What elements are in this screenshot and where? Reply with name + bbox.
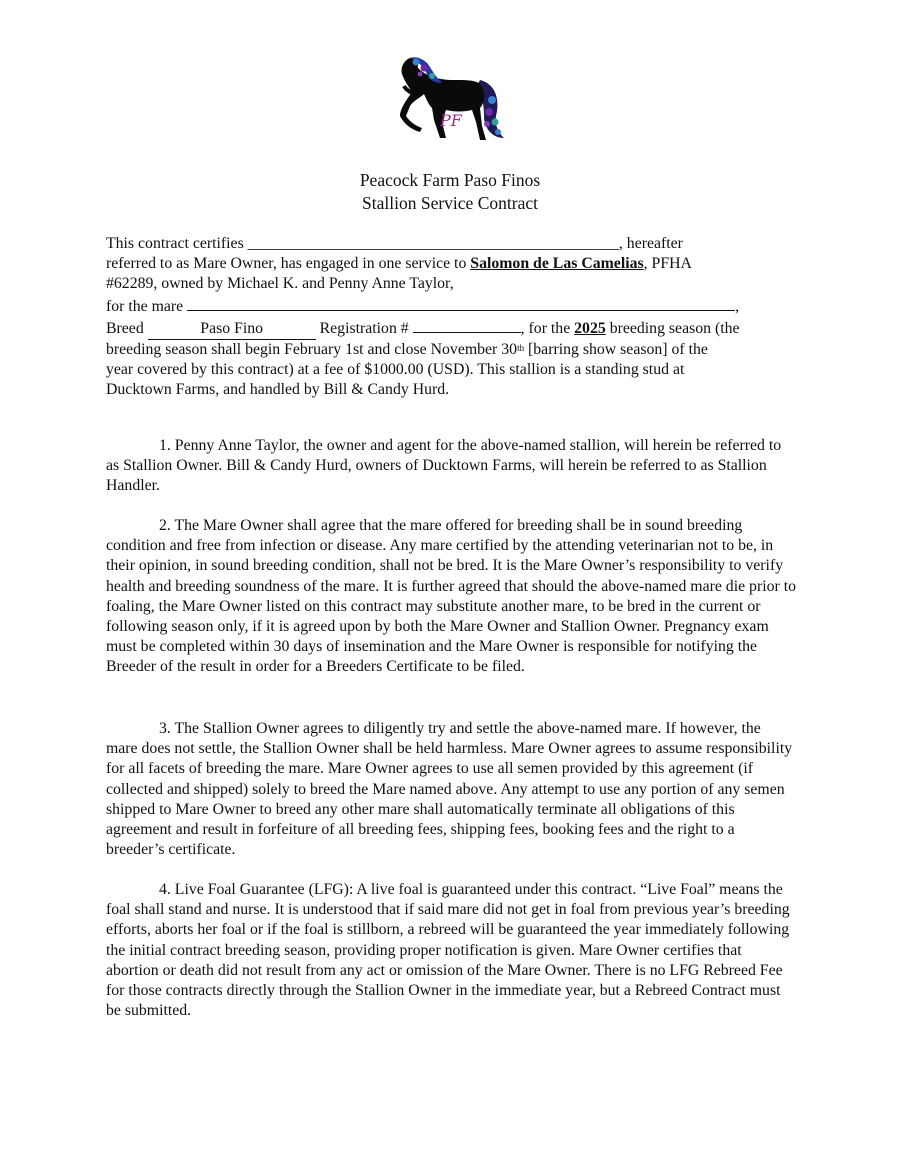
certifies-blank: _______________________________________________ (247, 235, 619, 252)
stallion-name: Salomon de Las Camelias (470, 255, 644, 273)
svg-text:PF: PF (440, 111, 462, 130)
intro-line-3: #62289, owned by Michael K. and Penny Anne Taylor, (106, 275, 454, 293)
clause-3: 3. The Stallion Owner agrees to diligently try and settle the above-named mare. If however, the mare does not settle, the Stallion Owner shall be held harmless. Mare Owner agrees to assume responsibility for all facets of breeding the mare. Mare Owner agrees to use all semen provided by this agreement (if collected and shipped) solely to breed the Mare named above. Any attempt to use any portion of any semen shipped to Mare Owner to breed any other mare shall automatically terminate all obligations of this agreement and result in forfeiture of all breeding fees, shipping fees, booking fees and the right to a breeder’s certificate. (106, 720, 793, 859)
document-title: Stallion Service Contract (362, 193, 538, 213)
registration-blank (413, 317, 521, 333)
intro-line-2: referred to as Mare Owner, has engaged in one service to Salomon de Las Camelias, PFHA (106, 255, 692, 273)
horse-logo-icon (388, 50, 513, 145)
intro-line-8: Ducktown Farms, and handled by Bill & Candy Hurd. (106, 381, 450, 399)
breed-value: Paso Fino (148, 319, 316, 340)
clause-1: 1. Penny Anne Taylor, the owner and agent for the above-named stallion, will herein be referred to as Stallion Owner. Bill & Candy Hurd, owners of Ducktown Farms, will herein be referred to as Stallion Handler. (106, 437, 782, 495)
intro-line-6: breeding season shall begin February 1st and close November 30th [barring show season] of the (106, 341, 708, 359)
mare-name-blank (187, 295, 735, 311)
intro-line-5: Breed Paso Fino Registration # , for the 2025 breeding season (the (106, 317, 796, 340)
clause-4: 4. Live Foal Guarantee (LFG): A live foal is guaranteed under this contract. “Live Foal” means the foal shall stand and nurse. It is understood that if said mare did not get in foal from previous year’s breeding efforts, aborts her foal or if the foal is stillborn, a rebreed will be guaranteed the year immediately following the initial contract breeding season, providing proper notification is given. Mare Owner certifies that abortion or death did not result from any act or omission of the Mare Owner. There is no LFG Rebreed Fee for those contracts directly through the Stallion Owner in the immediate year, but a Rebreed Contract must be submitted. (106, 881, 790, 1020)
intro-line-4: for the mare , (106, 295, 796, 317)
intro-line-7: year covered by this contract) at a fee of $1000.00 (USD). This stallion is a standing stud at (106, 361, 685, 379)
clause-2: 2. The Mare Owner shall agree that the mare offered for breeding shall be in sound breeding condition and free from infection or disease. Any mare certified by the attending veterinarian not to be, in their opinion, in sound breeding condition, shall not be bred. It is the Mare Owner’s responsibility to verify health and breeding soundness of the mare. It is further agreed that should the above-named mare die prior to foaling, the Mare Owner listed on this contract may substitute another mare, to be bred in the current or following season only, if it is agreed upon by both the Mare Owner and Stallion Owner. Pregnancy exam must be completed within 30 days of insemination and the Mare Owner is responsible for notifying the Breeder of the result in order for a Breeders Certificate to be filed. (106, 517, 797, 676)
contract-intro (106, 234, 796, 401)
intro-line-1: This contract certifies _______________________________________________, hereafter (106, 235, 683, 252)
farm-name: Peacock Farm Paso Finos (359, 170, 541, 190)
season-year: 2025 (574, 319, 606, 337)
